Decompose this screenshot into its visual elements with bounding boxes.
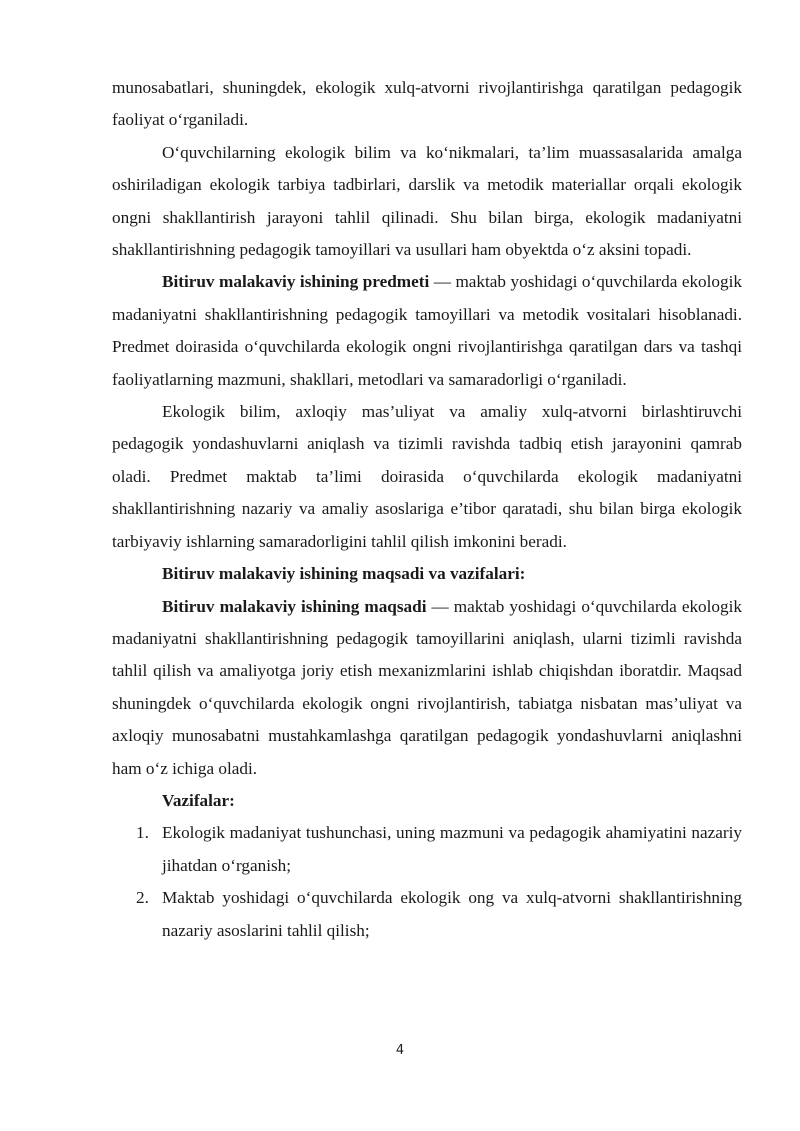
page-number: 4 [395, 1043, 405, 1058]
paragraph-object-description: O‘quvchilarning ekologik bilim va ko‘nikmalari, ta’lim muassasalarida amalga oshiriladigan ekologik tarbiya tadbirlari, darslik va metodik materiallar orqali ekologik ongni shakllantirish jarayoni tahlil qilinadi. Shu bilan birga, ekologik madaniyatni shakllantirishning pedagogik tamoyillari va usullari ham obyektda o‘z aksini topadi. [112, 142, 742, 260]
section-heading-tasks: Vazifalar: [162, 790, 235, 810]
task-list [112, 817, 742, 947]
paragraph-subject [112, 266, 742, 396]
subject-term: Bitiruv malakaviy ishining predmeti [162, 272, 430, 292]
list-item [112, 882, 742, 947]
paragraph-continuation: munosabatlari, shuningdek, ekologik xulq-atvorni rivojlantirishga qaratilgan pedagogik faoliyat o‘rganiladi. [112, 78, 742, 130]
list-item-text: Ekologik madaniyat tushunchasi, uning mazmuni va pedagogik ahamiyatini nazariy jihatdan o‘rganish; [162, 823, 742, 875]
list-item-number: 2. [136, 888, 149, 908]
goal-definition: — maktab yoshidagi o‘quvchilarda ekologik madaniyatni shakllantirishning pedagogik tamoyillarini aniqlash, ularni tizimli ravishda tahlil qilish va amaliyotga joriy etish mexanizmlarini ishlab chiqishdan iboratdir. Maqsad shuningdek o‘quvchilarda ekologik ongni rivojlantirish, tabiatga nisbatan mas’uliyat va axloqiy munosabatni mustahkamlashga qaratilgan pedagogik yondashuvlarni aniqlashni ham o‘z ichiga oladi. [112, 596, 742, 778]
list-item [112, 817, 742, 882]
section-heading-goals: Bitiruv malakaviy ishining maqsadi va vazifalari: [162, 564, 526, 584]
subject-definition: — maktab yoshidagi o‘quvchilarda ekologik madaniyatni shakllantirishning pedagogik tamoyillari va metodik vositalari hisoblanadi. Predmet doirasida o‘quvchilarda ekologik ongni rivojlantirishga qaratilgan dars va tashqi faoliyatlarning mazmuni, shakllari, metodlari va samaradorligi o‘rganiladi. [112, 272, 742, 389]
paragraph-goal [112, 591, 742, 785]
paragraph-subject-scope: Ekologik bilim, axloqiy mas’uliyat va amaliy xulq-atvorni birlashtiruvchi pedagogik yondashuvlarni aniqlash va tizimli ravishda tadbiq etish jarayonini qamrab oladi. Predmet maktab ta’limi doirasida o‘quvchilarda ekologik madaniyatni shakllantirishning nazariy va amaliy asoslariga e’tibor qaratadi, shu bilan birga ekologik tarbiyaviy ishlarning samaradorligini tahlil qilish imkonini beradi. [112, 402, 742, 551]
goal-term: Bitiruv malakaviy ishining maqsadi [162, 596, 427, 616]
page-body [112, 72, 742, 947]
list-item-text: Maktab yoshidagi o‘quvchilarda ekologik ong va xulq-atvorni shakllantirishning nazariy asoslarini tahlil qilish; [162, 888, 742, 940]
list-item-number: 1. [136, 823, 149, 843]
